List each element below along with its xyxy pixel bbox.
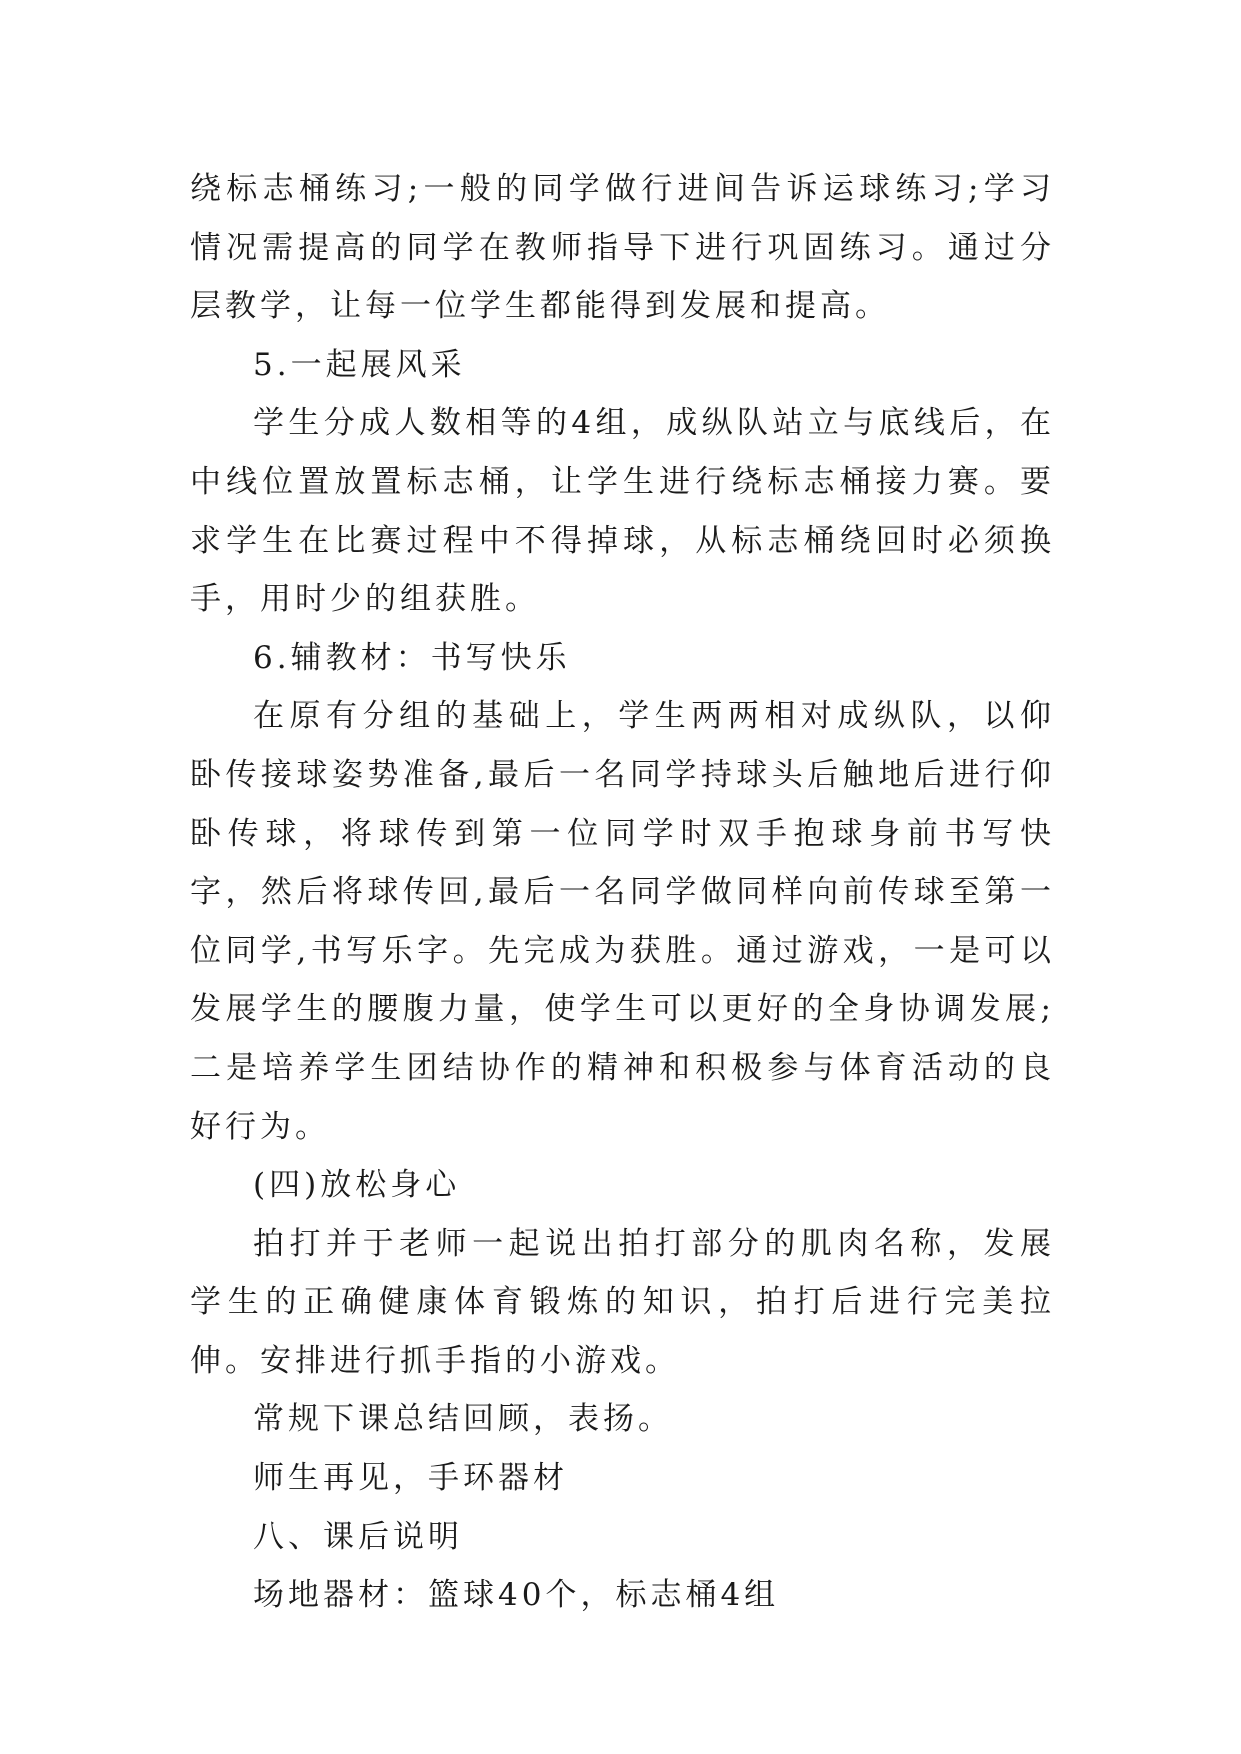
paragraph-farewell: 师生再见，手环器材 xyxy=(253,1460,568,1497)
section-heading-relax: (四)放松身心 xyxy=(253,1167,461,1204)
paragraph-relax: 拍打并于老师一起说出拍打部分的肌肉名称，发展学生的正确健康体育锻炼的知识，拍打后进行完美拉伸。安排进行抓手指的小游戏。 xyxy=(190,1225,1055,1379)
paragraph-relay-game: 学生分成人数相等的4组，成纵队站立与底线后，在中线位置放置标志桶，让学生进行绕标志桶接力赛。要求学生在比赛过程中不得掉球，从标志桶绕回时必须换手，用时少的组获胜。 xyxy=(190,405,1055,618)
paragraph-equipment: 场地器材：篮球40个，标志桶4组 xyxy=(253,1577,780,1614)
section-heading-5: 5.一起展风采 xyxy=(253,346,466,383)
section-heading-6: 6.辅教材：书写快乐 xyxy=(253,639,571,676)
document-body xyxy=(190,160,1055,1625)
paragraph-summary: 常规下课总结回顾，表扬。 xyxy=(253,1401,673,1438)
section-heading-8: 八、课后说明 xyxy=(253,1518,463,1555)
paragraph-writing-game: 在原有分组的基础上，学生两两相对成纵队，以仰卧传接球姿势准备,最后一名同学持球头后触地后进行仰卧传球，将球传到第一位同学时双手抱球身前书写快字，然后将球传回,最后一名同学做同样向前传球至第一位同学,书写乐字。先完成为获胜。通过游戏，一是可以发展学生的腰腹力量，使学生可以更好的全身协调发展;二是培养学生团结协作的精神和积极参与体育活动的良好行为。 xyxy=(190,698,1055,1145)
paragraph-continuation: 绕标志桶练习;一般的同学做行进间告诉运球练习;学习情况需提高的同学在教师指导下进行巩固练习。通过分层教学，让每一位学生都能得到发展和提高。 xyxy=(190,171,1055,325)
